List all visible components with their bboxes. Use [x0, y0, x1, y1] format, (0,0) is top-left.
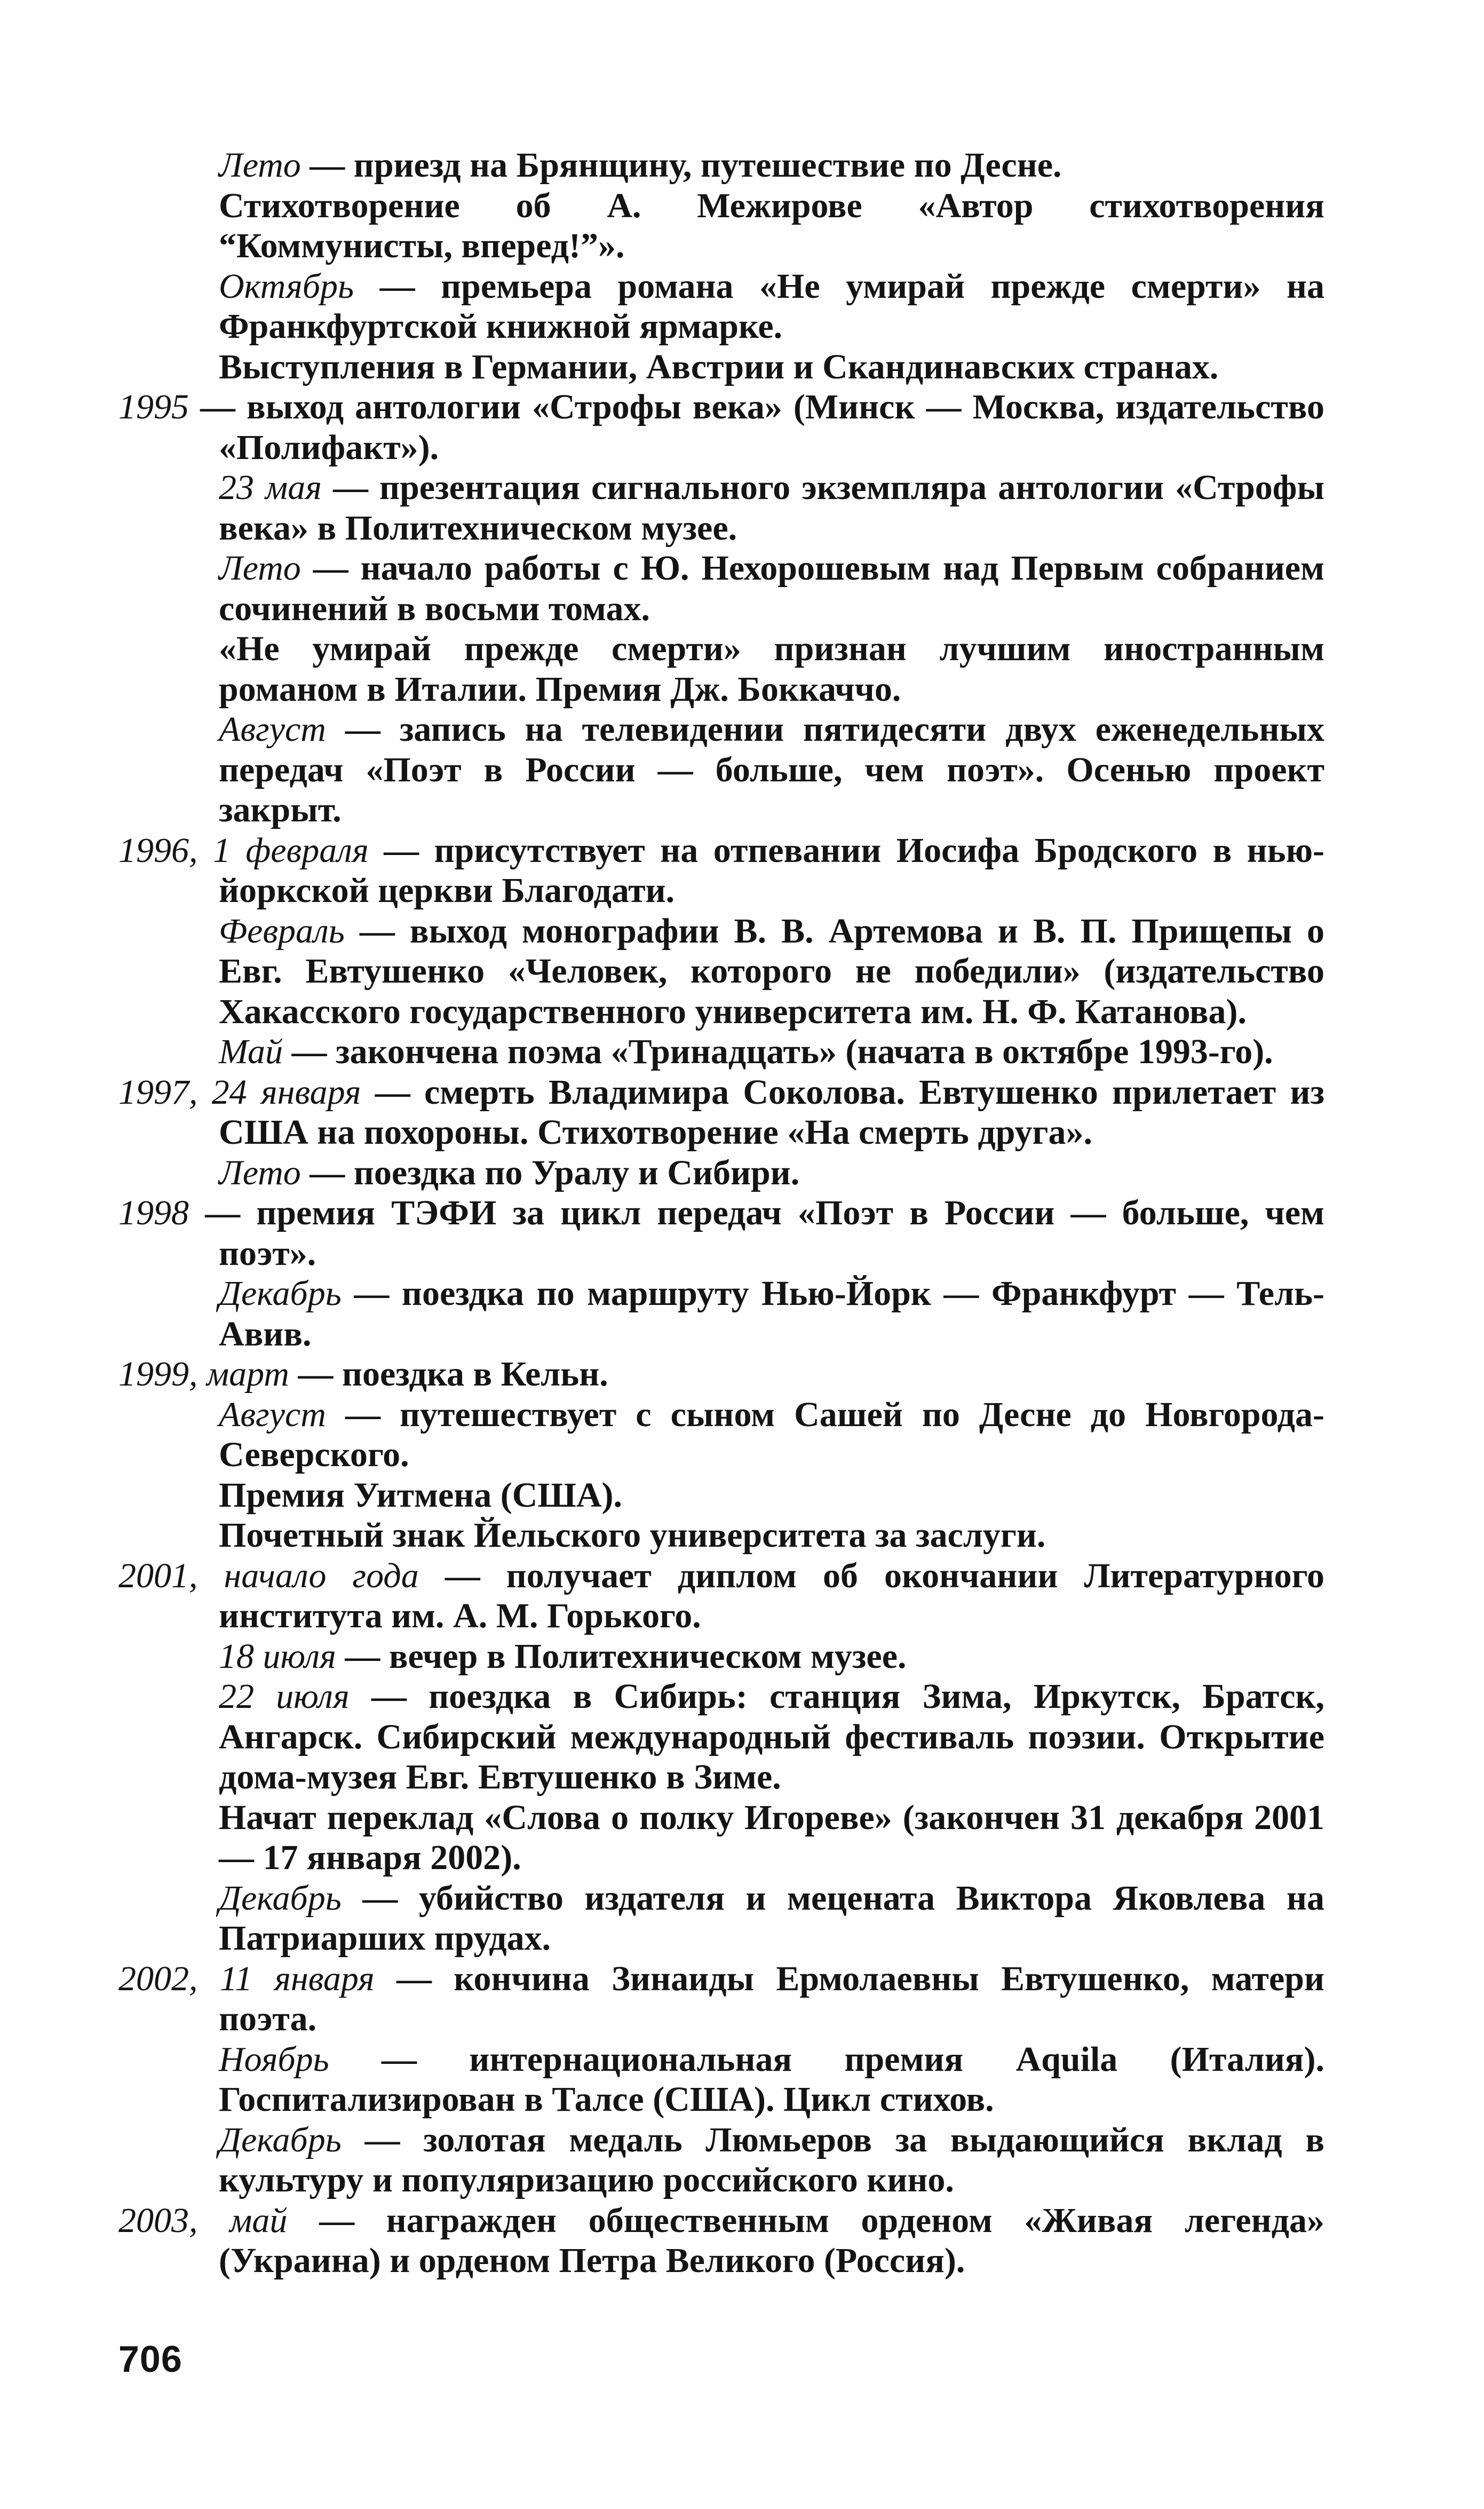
entry-2: [118, 266, 1324, 347]
entry-date: Август: [219, 1395, 326, 1434]
entry-10: [118, 911, 1324, 1032]
entry-text: — золотая медаль Люмьеров за выдающийся вклад в культуру и популяризацию российского кино.: [219, 2120, 1324, 2199]
entry-text: — поездка в Кельн.: [289, 1355, 608, 1394]
entry-text: — путешествует с сыном Сашей по Десне до Новгорода-Северского.: [219, 1395, 1324, 1474]
entry-date: 23 мая: [219, 468, 322, 507]
entry-date: Февраль: [219, 911, 345, 951]
entry-19: [118, 1515, 1324, 1556]
entry-7: [118, 629, 1324, 709]
entry-date: 1997, 24 января: [118, 1072, 361, 1112]
chronology-text: [118, 145, 1324, 2281]
entry-text: — поездка по Уралу и Сибири.: [300, 1153, 800, 1192]
entry-date: Декабрь: [219, 1274, 342, 1313]
entry-date: 1999, март: [118, 1355, 289, 1394]
entry-date: Лето: [219, 1153, 301, 1192]
entry-text: — премьера романа «Не умирай прежде смерти» на Франкфуртской книжной ярмарке.: [219, 266, 1324, 346]
entry-text: — выход монографии В. В. Артемова и В. П. Прищепы о Евг. Евтушенко «Человек, которого не победили» (издательство Хакасского государственного университета им. Н. Ф. Катанова).: [219, 911, 1324, 1031]
entry-9: [118, 830, 1324, 911]
entry-date: Лето: [219, 549, 301, 588]
entry-text: Стихотворение об А. Межирове «Автор стихотворения “Коммунисты, вперед!”».: [219, 186, 1324, 265]
entry-date: 2003, май: [118, 2201, 288, 2240]
entry-date: Лето: [219, 146, 301, 185]
entry-text: — презентация сигнального экземпляра антологии «Строфы века» в Политехническом музее.: [219, 468, 1324, 548]
entry-text: Почетный знак Йельского университета за заслуги.: [219, 1516, 1046, 1555]
entry-text: Выступления в Германии, Австрии и Скандинавских странах.: [219, 347, 1219, 386]
entry-18: [118, 1475, 1324, 1516]
entry-text: «Не умирай прежде смерти» признан лучшим иностранным романом в Италии. Премия Дж. Боккаччо.: [219, 629, 1324, 709]
entry-date: Ноябрь: [219, 2039, 329, 2079]
entry-text: — кончина Зинаиды Ермолаевны Евтушенко, матери поэта.: [219, 1959, 1324, 2038]
entry-date: 2002, 11 января: [118, 1959, 375, 1998]
entry-date: 18 июля: [219, 1636, 336, 1676]
entry-12: [118, 1072, 1324, 1153]
entry-13: [118, 1153, 1324, 1193]
entry-0: [118, 145, 1324, 186]
entry-11: [118, 1032, 1324, 1072]
entry-14: [118, 1193, 1324, 1273]
entry-date: Декабрь: [219, 2120, 342, 2159]
entry-1: [118, 186, 1324, 266]
entry-24: [118, 1878, 1324, 1959]
entry-date: 1998: [118, 1193, 189, 1232]
entry-20: [118, 1556, 1324, 1636]
entry-text: — начало работы с Ю. Нехорошевым над Первым собранием сочинений в восьми томах.: [219, 549, 1324, 628]
entry-text: — выход антологии «Строфы века» (Минск — Москва, издательство «Полифакт»).: [189, 387, 1324, 467]
entry-4: [118, 387, 1324, 468]
entry-22: [118, 1676, 1324, 1798]
entry-text: — премия ТЭФИ за цикл передач «Поэт в России — больше, чем поэт».: [189, 1193, 1324, 1273]
entry-26: [118, 2039, 1324, 2120]
entry-text: — вечер в Политехническом музее.: [336, 1636, 907, 1676]
entry-28: [118, 2201, 1324, 2281]
entry-text: — убийство издателя и мецената Виктора Яковлева на Патриарших прудах.: [219, 1878, 1324, 1958]
entry-text: Начат переклад «Слова о полку Игореве» (закончен 31 декабря 2001 — 17 января 2002).: [219, 1798, 1324, 1877]
entry-text: — закончена поэма «Тринадцать» (начата в октябре 1993-го).: [283, 1032, 1273, 1071]
entry-text: — получает диплом об окончании Литературного института им. А. М. Горького.: [219, 1556, 1324, 1635]
entry-27: [118, 2120, 1324, 2201]
entry-6: [118, 548, 1324, 629]
entry-text: — присутствует на отпевании Иосифа Бродского в нью-йоркской церкви Благодати.: [219, 830, 1325, 910]
entry-date: 22 июля: [219, 1677, 350, 1716]
entry-date: Май: [219, 1032, 283, 1071]
entry-text: — поездка в Сибирь: станция Зима, Иркутск, Братск, Ангарск. Сибирский международный фестиваль поэзии. Открытие дома-музея Евг. Евтушенко в Зиме.: [219, 1677, 1324, 1796]
entry-date: Декабрь: [219, 1878, 342, 1918]
entry-date: 1995: [118, 387, 189, 426]
entry-23: [118, 1798, 1324, 1878]
entry-17: [118, 1395, 1324, 1475]
entry-15: [118, 1273, 1324, 1354]
entry-text: — запись на телевидении пятидесяти двух еженедельных передач «Поэт в России — больше, чем поэт». Осенью проект закрыт.: [219, 710, 1324, 829]
entry-text: — интернациональная премия Aquila (Италия). Госпитализирован в Талсе (США). Цикл стихов.: [219, 2039, 1324, 2119]
page-number: 706: [118, 2338, 182, 2380]
entry-date: 2001, начало года: [118, 1556, 419, 1595]
entry-8: [118, 709, 1324, 830]
entry-text: — поездка по маршруту Нью-Йорк — Франкфурт — Тель-Авив.: [219, 1274, 1324, 1354]
entry-21: [118, 1636, 1324, 1677]
entry-date: Август: [219, 710, 326, 749]
entry-5: [118, 468, 1324, 548]
entry-text: — награжден общественным орденом «Живая легенда» (Украина) и орденом Петра Великого (Россия).: [219, 2201, 1325, 2280]
entry-text: — приезд на Брянщину, путешествие по Десне.: [300, 146, 1062, 185]
entry-25: [118, 1959, 1324, 2039]
entry-date: 1996, 1 февраля: [118, 830, 369, 870]
entry-3: [118, 347, 1324, 387]
entry-date: Октябрь: [219, 266, 354, 306]
entry-text: Премия Уитмена (США).: [219, 1475, 623, 1515]
entry-16: [118, 1354, 1324, 1395]
entry-text: — смерть Владимира Соколова. Евтушенко прилетает из США на похороны. Стихотворение «На смерть друга».: [219, 1072, 1324, 1152]
